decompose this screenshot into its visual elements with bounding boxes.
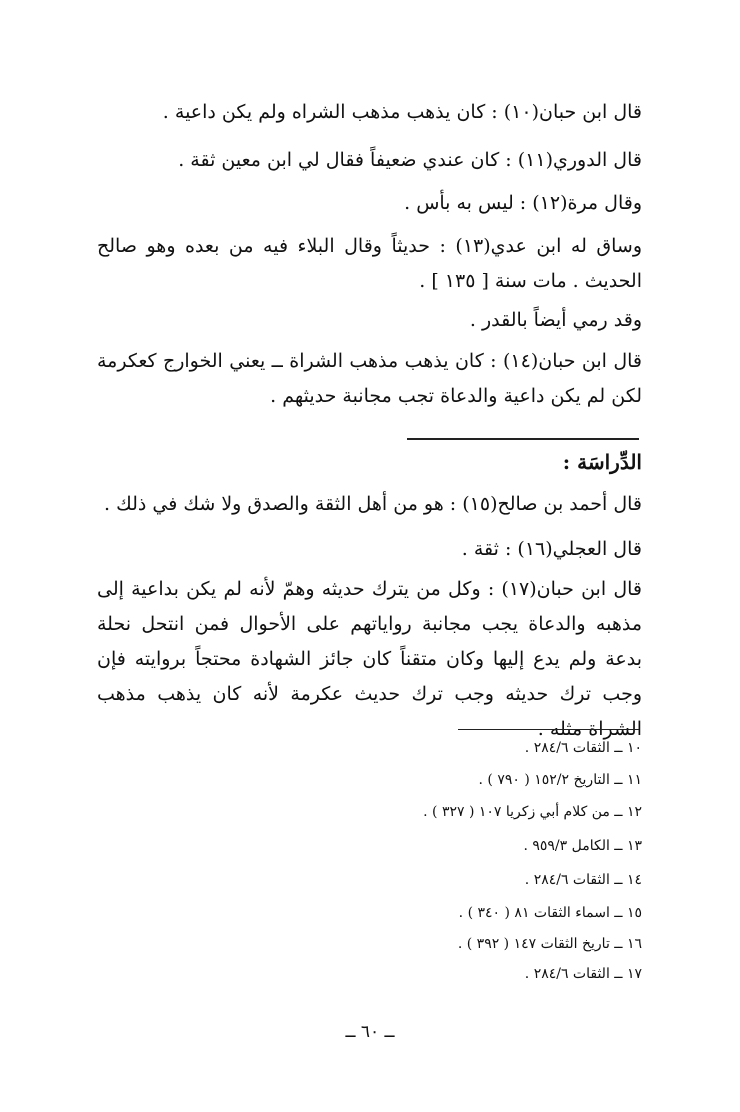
text-line-duri-11: قال الدوري(١١) : كان عندي ضعيفاً فقال لي ابن معين ثقة .	[178, 149, 642, 171]
section-divider	[407, 438, 639, 440]
footnote-item: ١٢ ــ من كلام أبي زكريا ١٠٧ ( ٣٢٧ ) .	[423, 804, 642, 820]
paragraph-ibn-adi-13: وساق له ابن عدي(١٣) : حديثاً وقال البلاء فيه من بعده وهو صالح الحديث . مات سنة [ ١٣٥ ] .	[97, 235, 642, 292]
footnote-item: ١٦ ــ تاريخ الثقات ١٤٧ ( ٣٩٢ ) .	[457, 936, 642, 952]
page-number: ــ ٦٠ ــ	[345, 1022, 395, 1042]
text-line-marra-12: وقال مرة(١٢) : ليس به بأس .	[404, 192, 642, 214]
footnote-item: ١٤ ــ الثقات ٢٨٤/٦ .	[524, 872, 642, 888]
text-line-ahmad-15: قال أحمد بن صالح(١٥) : هو من أهل الثقة والصدق ولا شك في ذلك .	[104, 493, 642, 515]
footnote-item: ١٠ ــ الثقات ٢٨٤/٦ .	[524, 740, 642, 756]
section-heading-study: الدِّراسَة :	[562, 450, 642, 474]
footnote-item: ١٥ ــ اسماء الثقات ٨١ ( ٣٤٠ ) .	[458, 905, 642, 921]
paragraph-ibn-hibban-14: قال ابن حبان(١٤) : كان يذهب مذهب الشراة ــ يعني الخوارج كعكرمة لكن لم يكن داعية والدعاة تجب مجانبة حديثهم .	[97, 350, 642, 407]
footnote-item: ١٣ ــ الكامل ٩٥٩/٣ .	[523, 838, 642, 854]
footnote-item: ١٧ ــ الثقات ٢٨٤/٦ .	[524, 966, 642, 982]
paragraph-ibn-hibban-17: قال ابن حبان(١٧) : وكل من يترك حديثه وهمّ لأنه لم يكن بداعية إلى مذهبه والدعاة يجب مجانبة رواياتهم على الأحوال فمن انتحل نحلة بدعة ولم يدع إليها وكان متقناً كان جائز الشهادة محتجاً بروايته فإن وجب ترك حديثه وجب ترك حديث عكرمة لأنه كان يذهب مذهب الشراة مثله .	[97, 578, 642, 740]
text-line-ibn-hibban-10: قال ابن حبان(١٠) : كان يذهب مذهب الشراه ولم يكن داعية .	[162, 101, 642, 123]
footnote-item: ١١ ــ التاريخ ١٥٢/٢ ( ٧٩٠ ) .	[478, 772, 642, 788]
text-line-qadar: وقد رمي أيضاً بالقدر .	[469, 309, 642, 331]
text-line-ijli-16: قال العجلي(١٦) : ثقة .	[461, 538, 642, 560]
footnote-divider	[458, 729, 639, 730]
